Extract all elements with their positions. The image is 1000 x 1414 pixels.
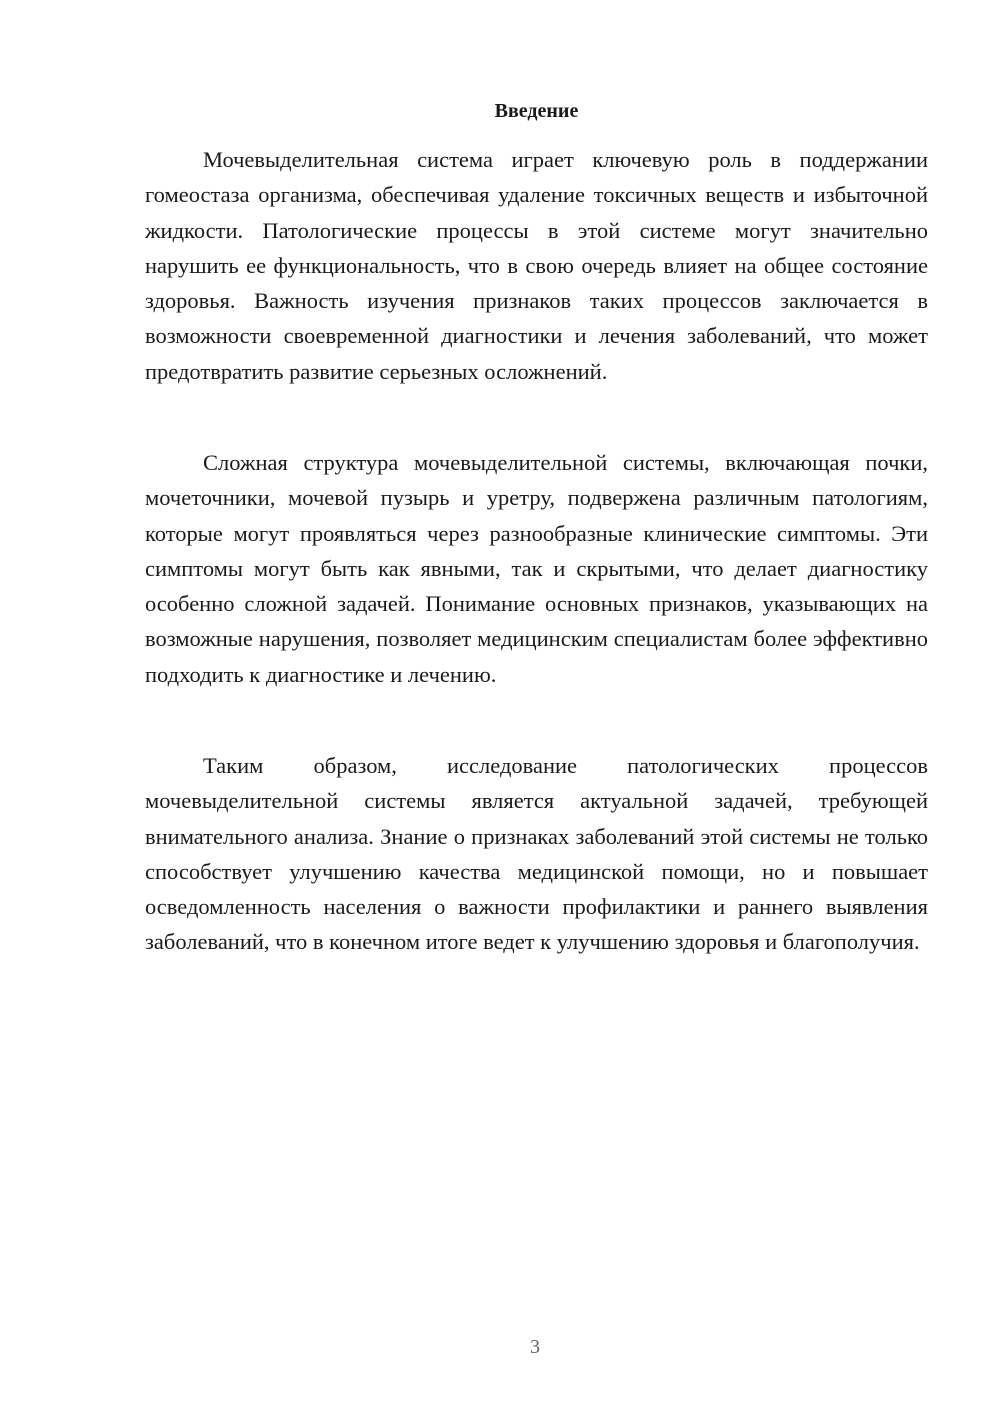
paragraph-2: Сложная структура мочевыделительной системы, включающая почки, мочеточники, мочевой пузырь и уретру, подвержена различным патологиям, которые могут проявляться через разнообразные клинические симптомы. Эти симптомы могут быть как явными, так и скрытыми, что делает диагностику особенно сложной задачей. Понимание основных признаков, указывающих на возможные нарушения, позволяет медицинским специалистам более эффективно подходить к диагностике и лечению. [145,450,928,687]
paragraph-1: Мочевыделительная система играет ключевую роль в поддержании гомеостаза организма, обеспечивая удаление токсичных веществ и избыточной жидкости. Патологические процессы в этой системе могут значительно нарушить ее функциональность, что в свою очередь влияет на общее состояние здоровья. Важность изучения признаков таких процессов заключается в возможности своевременной диагностики и лечения заболеваний, что может предотвратить развитие серьезных осложнений. [145,147,928,384]
page-number: 3 [530,1336,540,1358]
paragraph-3: Таким образом, исследование патологических процессов мочевыделительной системы является актуальной задачей, требующей внимательного анализа. Знание о признаках заболеваний этой системы не только способствует улучшению качества медицинской помощи, но и повышает осведомленность населения о важности профилактики и раннего выявления заболеваний, что в конечном итоге ведет к улучшению здоровья и благополучия. [145,753,928,955]
section-heading: Введение [494,100,579,122]
